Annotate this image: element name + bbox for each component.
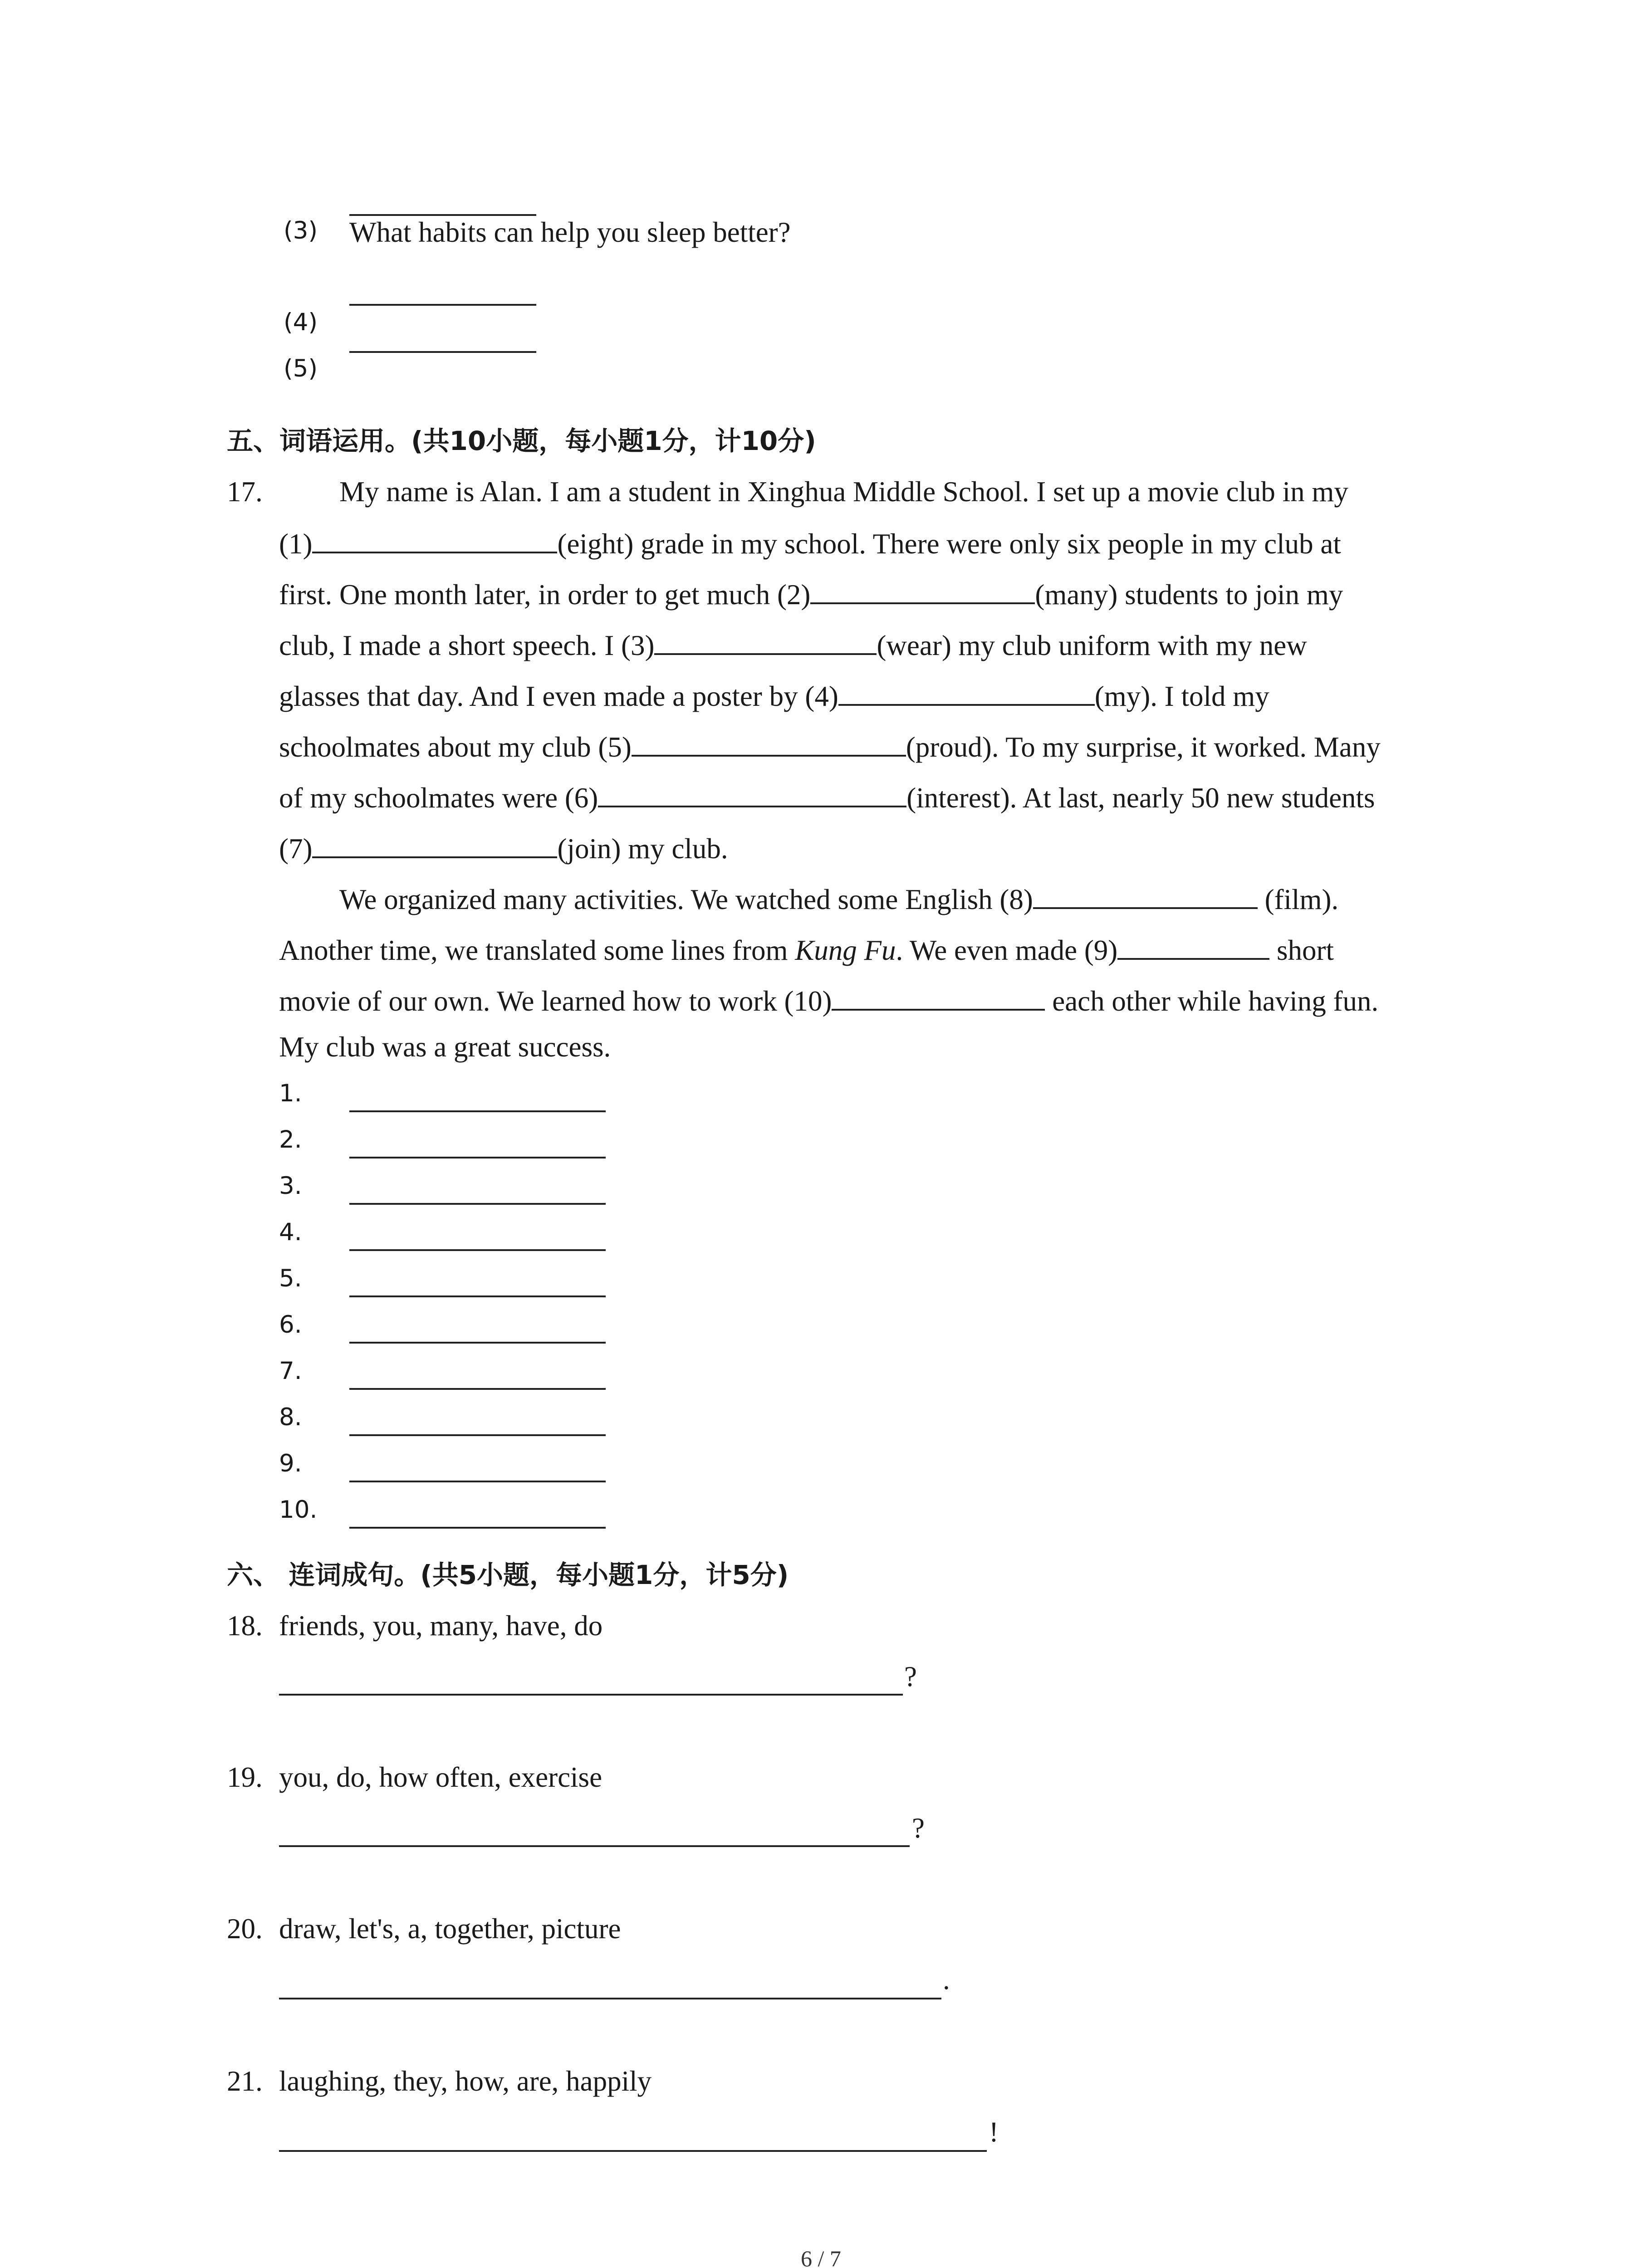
answer-line[interactable]	[349, 1434, 606, 1436]
blank-3[interactable]	[654, 628, 877, 655]
answer-line[interactable]	[349, 1527, 606, 1529]
answer-line[interactable]	[349, 1295, 606, 1297]
end-punctuation: !	[989, 2116, 999, 2148]
end-punctuation: ?	[904, 1661, 917, 1692]
passage-line: My name is Alan. I am a student in Xinghua Middle School. I set up a movie club in my	[339, 476, 1348, 508]
top-answer-line-1[interactable]	[349, 304, 536, 306]
answer-line[interactable]	[349, 1110, 606, 1112]
section-heading: 五、词语运用。(共10小题，每小题1分，计10分)	[227, 425, 816, 456]
answer-number: 9.	[279, 1450, 302, 1477]
question-words: friends, you, many, have, do	[279, 1610, 603, 1642]
blank-8[interactable]	[1033, 882, 1258, 909]
answer-line[interactable]	[349, 1388, 606, 1390]
question-number: 18.	[227, 1610, 263, 1642]
page-number: 6 / 7	[801, 2246, 841, 2268]
answer-number: 7.	[279, 1357, 302, 1385]
answer-line[interactable]	[349, 1249, 606, 1251]
answer-line[interactable]	[279, 1845, 910, 1847]
passage-line: club, I made a short speech. I (3) (wear) my club uniform with my new	[279, 628, 1307, 662]
passage-line: Another time, we translated some lines from Kung Fu. We even made (9) short	[279, 933, 1334, 967]
top-answer-line-2[interactable]	[349, 351, 536, 353]
item-question: What habits can help you sleep better?	[349, 216, 791, 248]
question-words: you, do, how often, exercise	[279, 1761, 603, 1793]
answer-number: 10.	[279, 1496, 318, 1524]
passage-line: schoolmates about my club (5) (proud). To my surprise, it worked. Many	[279, 729, 1381, 764]
blank-4[interactable]	[838, 679, 1095, 706]
end-punctuation: ?	[912, 1812, 925, 1844]
answer-number: 3.	[279, 1172, 302, 1200]
item-label: (4)	[284, 308, 318, 336]
end-punctuation: .	[943, 1964, 950, 1995]
answer-number: 5.	[279, 1265, 302, 1292]
answer-line[interactable]	[279, 2150, 987, 2152]
question-words: draw, let's, a, together, picture	[279, 1913, 621, 1945]
answer-line[interactable]	[349, 1203, 606, 1205]
blank-5[interactable]	[632, 729, 906, 757]
passage-line: We organized many activities. We watched some English (8) (film).	[339, 882, 1338, 916]
item-label: (5)	[284, 355, 318, 382]
section-heading: 六、 连词成句。(共5小题，每小题1分，计5分)	[227, 1559, 789, 1590]
title-italic: Kung Fu	[795, 934, 896, 966]
answer-number: 1.	[279, 1080, 302, 1107]
blank-6[interactable]	[598, 780, 906, 807]
answer-number: 6.	[279, 1311, 302, 1339]
blank-10[interactable]	[832, 983, 1045, 1011]
answer-number: 2.	[279, 1126, 302, 1154]
passage-line: movie of our own. We learned how to work (10) each other while having fun.	[279, 983, 1378, 1018]
answer-line[interactable]	[279, 1998, 941, 1999]
passage-line: (1) (eight) grade in my school. There were only six people in my club at	[279, 526, 1341, 561]
passage-line: My club was a great success.	[279, 1031, 611, 1063]
answer-line[interactable]	[349, 1481, 606, 1482]
passage-line: first. One month later, in order to get much (2) (many) students to join my	[279, 577, 1343, 611]
blank-7[interactable]	[312, 831, 557, 858]
question-words: laughing, they, how, are, happily	[279, 2065, 652, 2097]
blank-9[interactable]	[1117, 933, 1269, 960]
answer-number: 8.	[279, 1403, 302, 1431]
passage-line: glasses that day. And I even made a poster by (4) (my). I told my	[279, 679, 1269, 713]
blank-1[interactable]	[312, 526, 557, 553]
answer-line[interactable]	[349, 1157, 606, 1158]
question-number: 20.	[227, 1913, 263, 1945]
answer-number: 4.	[279, 1218, 302, 1246]
question-number: 17.	[227, 476, 263, 508]
passage-line: of my schoolmates were (6) (interest). At last, nearly 50 new students	[279, 780, 1375, 815]
item-label: (3)	[284, 217, 318, 244]
blank-2[interactable]	[810, 577, 1035, 604]
question-number: 21.	[227, 2065, 263, 2097]
answer-line[interactable]	[349, 1342, 606, 1344]
answer-line[interactable]	[279, 1694, 903, 1696]
question-number: 19.	[227, 1761, 263, 1793]
passage-line: (7) (join) my club.	[279, 831, 728, 865]
